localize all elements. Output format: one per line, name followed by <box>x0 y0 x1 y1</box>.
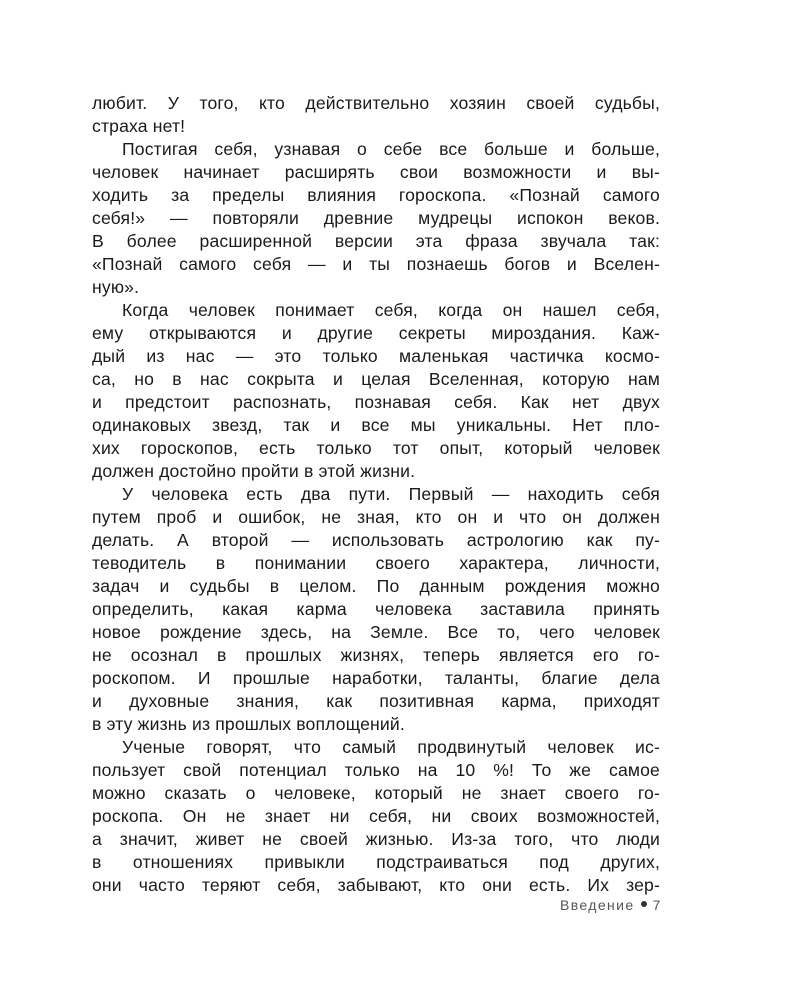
text-line: человек начинает расширять свои возможности и вы- <box>92 162 660 182</box>
paragraph-start-line: У человека есть два пути. Первый — находить себя <box>122 484 660 504</box>
text-line: и предстоит распознать, познавая себя. Как нет двух <box>92 392 660 412</box>
paragraph-start-line: Ученые говорят, что самый продвинутый человек ис- <box>122 737 660 757</box>
text-line: «Познай самого себя — и ты познаешь богов и Вселен- <box>92 254 660 274</box>
text-line: страха нет! <box>92 116 186 136</box>
text-line: ную». <box>92 277 140 297</box>
text-line: роскопом. И прошлые наработки, таланты, благие дела <box>92 668 660 688</box>
text-line: в отношениях привыкли подстраиваться под других, <box>92 852 660 872</box>
text-line: одинаковых звезд, так и все мы уникальны. Нет пло- <box>92 415 660 435</box>
text-line: задач и судьбы в целом. По данным рождения можно <box>92 576 660 596</box>
text-line: не осознал в прошлых жизнях, теперь является его го- <box>92 645 660 665</box>
text-line: дый из нас — это только маленькая частичка космо- <box>92 346 660 366</box>
text-line: ему открываются и другие секреты мироздания. Каж- <box>92 323 660 343</box>
page-footer <box>560 897 680 917</box>
text-line: определить, какая карма человека заставила принять <box>92 599 660 619</box>
text-line: теводитель в понимании своего характера, личности, <box>92 553 660 573</box>
text-line: хих гороскопов, есть только тот опыт, который человек <box>92 438 660 458</box>
text-line: а значит, живет не своей жизнью. Из-за того, что люди <box>92 829 660 849</box>
bullet-icon <box>641 901 647 907</box>
text-line: себя!» — повторяли древние мудрецы испокон веков. <box>92 208 660 228</box>
text-line: и духовные знания, как позитивная карма, приходят <box>92 691 660 711</box>
text-line: роскопа. Он не знает ни себя, ни своих возможностей, <box>92 806 660 826</box>
text-line: можно сказать о человеке, который не знает своего го- <box>92 783 660 803</box>
text-line: пользует свой потенциал только на 10 %! То же самое <box>92 760 660 780</box>
body-text <box>92 92 660 897</box>
text-line: В более расширенной версии эта фраза звучала так: <box>92 231 660 251</box>
section-title: Введение <box>560 897 635 913</box>
text-line: должен достойно пройти в этой жизни. <box>92 461 416 481</box>
text-line: в эту жизнь из прошлых воплощений. <box>92 714 405 734</box>
text-line: любит. У того, кто действительно хозяин своей судьбы, <box>92 93 660 113</box>
page-number: 7 <box>652 897 662 913</box>
text-line: са, но в нас сокрыта и целая Вселенная, которую нам <box>92 369 660 389</box>
text-line: путем проб и ошибок, не зная, кто он и что он должен <box>92 507 660 527</box>
text-line: новое рождение здесь, на Земле. Все то, чего человек <box>92 622 660 642</box>
paragraph-start-line: Постигая себя, узнавая о себе все больше и больше, <box>122 139 660 159</box>
text-line: делать. А второй — использовать астрологию как пу- <box>92 530 660 550</box>
text-line: ходить за пределы влияния гороскопа. «Познай самого <box>92 185 660 205</box>
text-line: они часто теряют себя, забывают, кто они есть. Их зер- <box>92 875 660 895</box>
paragraph-start-line: Когда человек понимает себя, когда он нашел себя, <box>122 300 660 320</box>
